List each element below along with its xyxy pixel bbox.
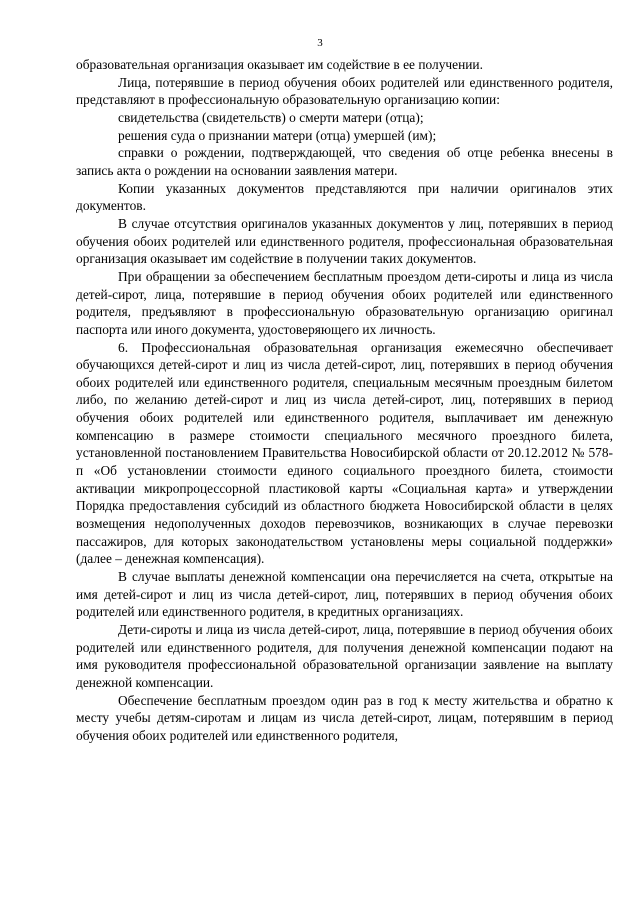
- paragraph: Обеспечение бесплатным проездом один раз в год к месту жительства и обратно к месту учебы детям-сиротам и лицам из числа детей-сирот, лицам, потерявшим в период обучения обоих родителей или единственного родителя,: [76, 692, 613, 743]
- paragraph: Копии указанных документов представляются при наличии оригиналов этих документов.: [76, 180, 613, 214]
- paragraph: При обращении за обеспечением бесплатным проездом дети-сироты и лица из числа детей-сирот, лица, потерявшие в период обучения обоих родителей или единственного родителя, предъявляют в профессиональную образовательную организацию оригинал паспорта или иного документа, удостоверяющего их личность.: [76, 268, 613, 337]
- document-body: [76, 56, 613, 745]
- paragraph: свидетельства (свидетельств) о смерти матери (отца);: [118, 109, 424, 125]
- paragraph: В случае отсутствия оригиналов указанных документов у лиц, потерявших в период обучения обоих родителей или единственного родителя, профессиональная образовательная организация оказывает им содействие в получении таких документов.: [76, 215, 613, 267]
- paragraph: 6. Профессиональная образовательная организация ежемесячно обеспечивает обучающихся детей-сирот и лиц из числа детей-сирот, лиц, потерявших в период обучения обоих родителей или единственного родителя, специальным месячным проездным билетом либо, по желанию детей-сирот и лиц из числа детей-сирот, лиц, потерявших в период обучения обоих родителей или единственного родителя, выплачивает им денежную компенсацию в размере стоимости специального месячного проездного билета, установленной постановлением Правительства Новосибирской области от 20.12.2012 № 578-п «Об установлении стоимости единого социального проездного билета, стоимости активации микропроцессорной пластиковой карты «Социальная карта» и утверждении Порядка предоставления субсидий из областного бюджета Новосибирской области в целях возмещения недополученных доходов перевозчиков, возникающих в случае перевозки пассажиров, для которых законодательством установлены меры социальной поддержки» (далее – денежная компенсация).: [76, 339, 613, 567]
- paragraph: В случае выплаты денежной компенсации она перечисляется на счета, открытые на имя детей-сирот и лиц из числа детей-сирот, лиц, потерявших в период обучения обоих родителей или единственного родителя, в кредитных организациях.: [76, 569, 613, 620]
- paragraph: справки о рождении, подтверждающей, что сведения об отце ребенка внесены в запись акта о рождении на основании заявления матери.: [76, 145, 613, 178]
- paragraph: Лица, потерявшие в период обучения обоих родителей или единственного родителя, представляют в профессиональную образовательную организацию копии:: [76, 74, 613, 108]
- page-number: 3: [317, 37, 323, 49]
- paragraph: решения суда о признании матери (отца) умершей (им);: [118, 127, 437, 143]
- paragraph: образовательная организация оказывает им содействие в ее получении.: [76, 57, 483, 72]
- paragraph: Дети-сироты и лица из числа детей-сирот, лица, потерявшие в период обучения обоих родителей или единственного родителя, для получения денежной компенсации подают на имя руководителя профессиональной образовательной организации заявление на выплату денежной компенсации.: [76, 622, 613, 690]
